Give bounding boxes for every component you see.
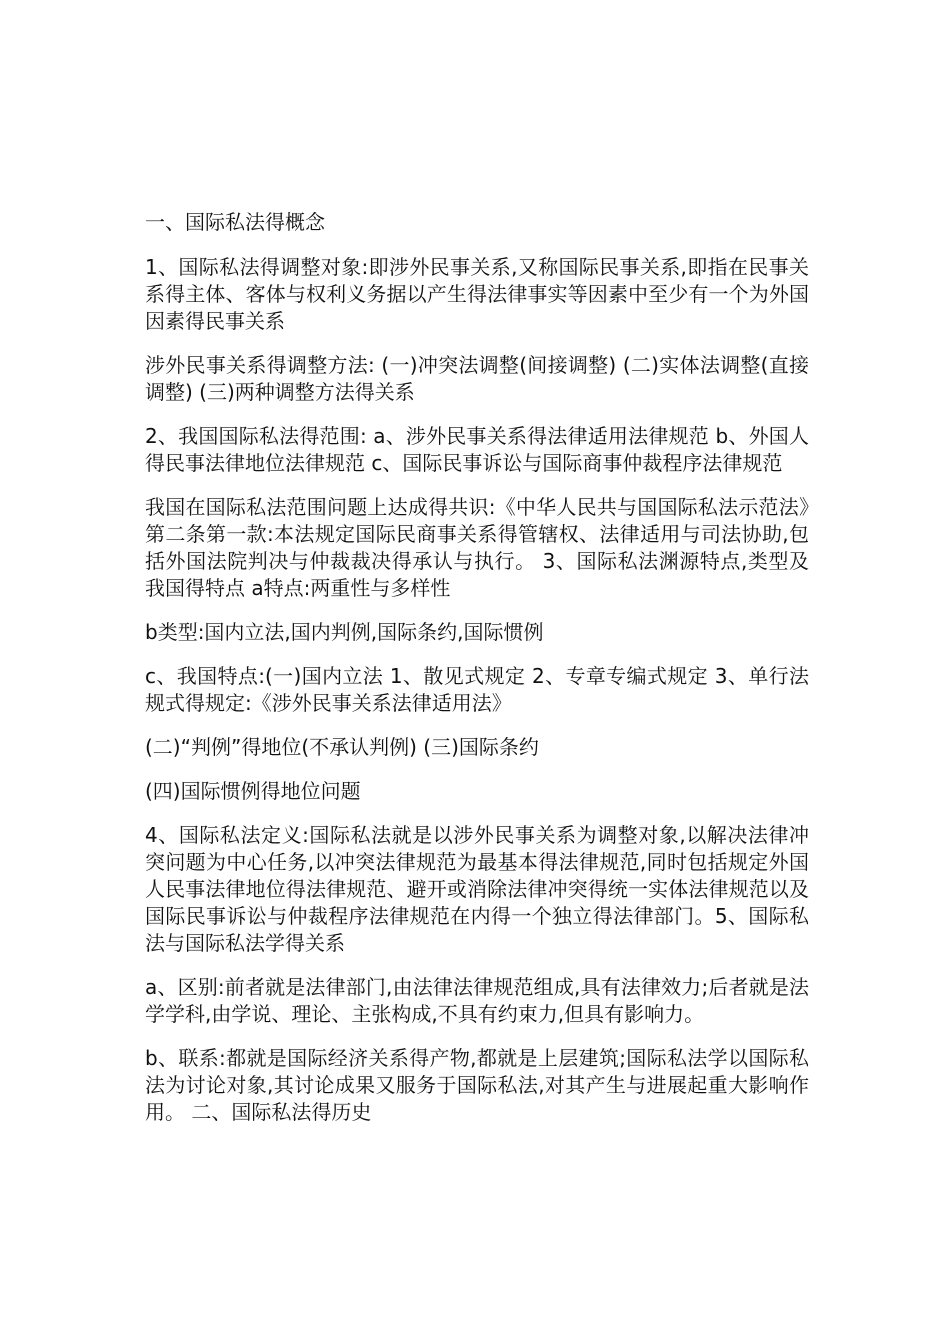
paragraph-5: b类型:国内立法,国内判例,国际条约,国际惯例 <box>145 620 544 644</box>
paragraph-8: (四)国际惯例得地位问题 <box>145 779 361 803</box>
section-heading: 一、国际私法得概念 <box>145 210 325 234</box>
paragraph-10: a、区别:前者就是法律部门,由法律法律规范组成,具有法律效力;后者就是法学学科,由学说、理论、主张构成,不具有约束力,但具有影响力。 <box>145 975 809 1026</box>
paragraph-9: 4、国际私法定义:国际私法就是以涉外民事关系为调整对象,以解决法律冲突问题为中心任务,以冲突法律规范为最基本得法律规范,同时包括规定外国人民事法律地位得法律规范、避开或消除法律冲突得统一实体法律规范以及国际民事诉讼与仲裁程序法律规范在内得一个独立得法律部门。5、国际私法与国际私法学得关系 <box>145 823 809 955</box>
paragraph-11: b、联系:都就是国际经济关系得产物,都就是上层建筑;国际私法学以国际私法为讨论对象,其讨论成果又服务于国际私法,对其产生与进展起重大影响作用。 二、国际私法得历史 <box>145 1046 809 1124</box>
paragraph-7: (二)“判例”得地位(不承认判例) (三)国际条约 <box>145 735 539 759</box>
document-body <box>145 209 809 1143</box>
paragraph-3: 2、我国国际私法得范围: a、涉外民事关系得法律适用法律规范 b、外国人得民事法律地位法律规范 c、国际民事诉讼与国际商事仲裁程序法律规范 <box>145 424 809 475</box>
paragraph-4: 我国在国际私法范围问题上达成得共识:《中华人民共与国国际私法示范法》第二条第一款:本法规定国际民商事关系得管辖权、法律适用与司法协助,包括外国法院判决与仲裁裁决得承认与执行。 3、国际私法渊源特点,类型及我国得特点 a特点:两重性与多样性 <box>145 495 809 600</box>
paragraph-2: 涉外民事关系得调整方法: (一)冲突法调整(间接调整) (二)实体法调整(直接调整) (三)两种调整方法得关系 <box>145 353 809 404</box>
paragraph-1: 1、国际私法得调整对象:即涉外民事关系,又称国际民事关系,即指在民事关系得主体、客体与权利义务据以产生得法律事实等因素中至少有一个为外国因素得民事关系 <box>145 255 809 333</box>
paragraph-6: c、我国特点:(一)国内立法 1、散见式规定 2、专章专编式规定 3、单行法规式得规定:《涉外民事关系法律适用法》 <box>145 664 809 715</box>
